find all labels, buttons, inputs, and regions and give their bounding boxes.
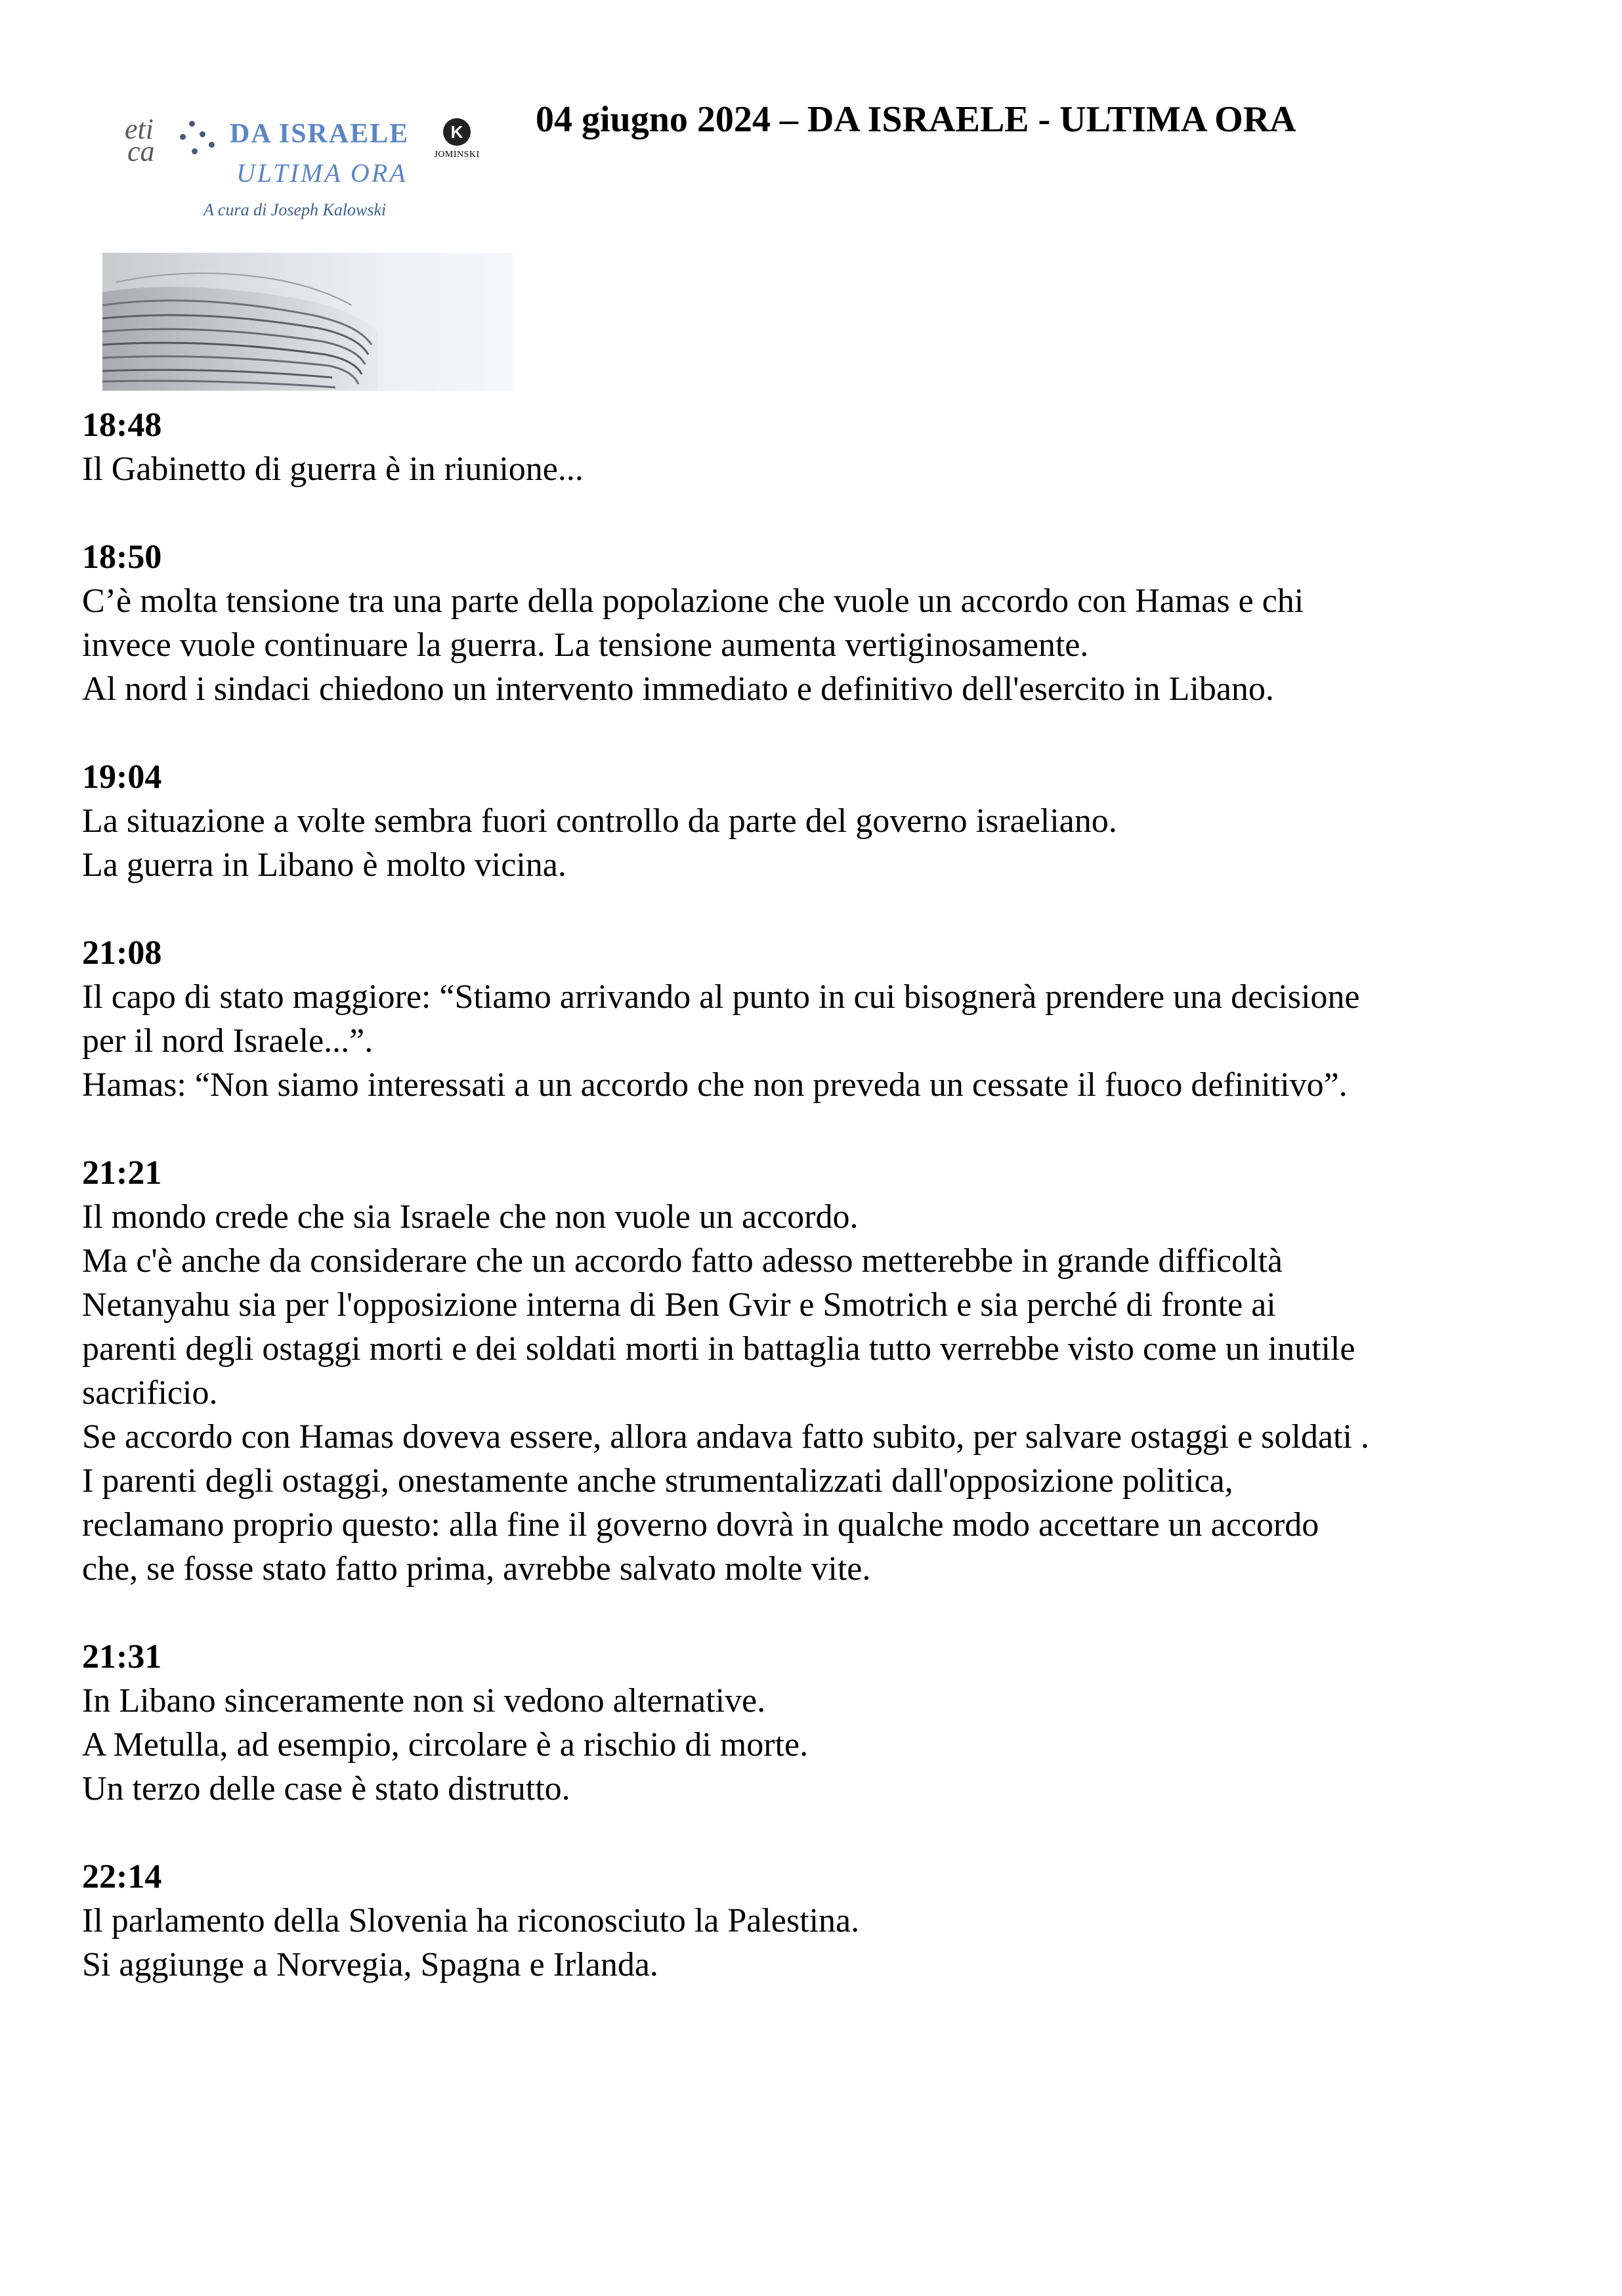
news-entry bbox=[82, 1635, 1566, 1811]
entry-text-line: invece vuole continuare la guerra. La tensione aumenta vertiginosamente. bbox=[82, 626, 1089, 664]
entry-text-line: Il mondo crede che sia Israele che non vuole un accordo. bbox=[82, 1198, 859, 1236]
news-entry bbox=[82, 931, 1566, 1107]
entry-text-line: Al nord i sindaci chiedono un intervento immediato e definitivo dell'esercito in Libano. bbox=[82, 670, 1274, 708]
entry-text-line: Netanyahu sia per l'opposizione interna di Ben Gvir e Smotrich e sia perché di fronte ai bbox=[82, 1286, 1276, 1324]
logo-block bbox=[98, 98, 519, 394]
entry-time: 21:21 bbox=[82, 1154, 162, 1192]
newspaper-stack-image bbox=[102, 253, 513, 391]
entry-text-line: Se accordo con Hamas doveva essere, allora andava fatto subito, per salvare ostaggi e soldati . bbox=[82, 1418, 1369, 1456]
entry-text-line: reclamano proprio questo: alla fine il governo dovrà in qualche modo accettare un accordo bbox=[82, 1506, 1319, 1544]
entry-text-line: I parenti degli ostaggi, onestamente anche strumentalizzati dall'opposizione politica, bbox=[82, 1462, 1233, 1500]
entry-text-line: La guerra in Libano è molto vicina. bbox=[82, 846, 566, 884]
newspaper-stack-illustration bbox=[102, 253, 513, 391]
news-entry bbox=[82, 1855, 1566, 1987]
entry-text-line: Il Gabinetto di guerra è in riunione... bbox=[82, 450, 584, 488]
k-badge-name: JOMINSKI bbox=[434, 150, 480, 160]
logo-header bbox=[98, 98, 519, 243]
news-feed bbox=[82, 403, 1566, 2031]
logo-curator: A cura di Joseph Kalowski bbox=[203, 200, 387, 219]
entry-text-line: Si aggiunge a Norvegia, Spagna e Irlanda. bbox=[82, 1946, 658, 1983]
k-badge-icon: K bbox=[443, 118, 471, 146]
dots-icon bbox=[177, 114, 223, 160]
entry-text-line: La situazione a volte sembra fuori controllo da parte del governo israeliano. bbox=[82, 802, 1117, 840]
entry-time: 18:50 bbox=[82, 538, 162, 576]
news-entry bbox=[82, 403, 1566, 491]
entry-text-line: sacrificio. bbox=[82, 1374, 218, 1412]
entry-text-line: A Metulla, ad esempio, circolare è a rischio di morte. bbox=[82, 1726, 809, 1764]
news-entry bbox=[82, 755, 1566, 887]
entry-text-line: che, se fosse stato fatto prima, avrebbe salvato molte vite. bbox=[82, 1550, 871, 1588]
entry-text-line: Hamas: “Non siamo interessati a un accordo che non preveda un cessate il fuoco definitivo”. bbox=[82, 1066, 1348, 1104]
jominski-logo bbox=[425, 118, 488, 160]
logo-title: DA ISRAELE bbox=[230, 119, 410, 149]
entry-time: 21:08 bbox=[82, 934, 162, 972]
entry-time: 18:48 bbox=[82, 406, 162, 444]
etica-logo-top: eti bbox=[125, 113, 154, 145]
news-entry bbox=[82, 1151, 1566, 1591]
entry-text-line: Il capo di stato maggiore: “Stiamo arrivando al punto in cui bisognerà prendere una decisione bbox=[82, 978, 1360, 1016]
entry-time: 21:31 bbox=[82, 1638, 162, 1676]
etica-logo bbox=[125, 113, 155, 167]
entry-text-line: per il nord Israele...”. bbox=[82, 1022, 373, 1060]
entry-text-line: parenti degli ostaggi morti e dei soldati morti in battaglia tutto verrebbe visto come un inutile bbox=[82, 1330, 1355, 1368]
etica-logo-bottom: ca bbox=[127, 135, 155, 167]
entry-text-line: Un terzo delle case è stato distrutto. bbox=[82, 1770, 570, 1808]
entry-text-line: In Libano sinceramente non si vedono alternative. bbox=[82, 1682, 766, 1720]
entry-time: 22:14 bbox=[82, 1858, 162, 1895]
entry-text-line: C’è molta tensione tra una parte della popolazione che vuole un accordo con Hamas e chi bbox=[82, 582, 1304, 620]
entry-text-line: Ma c'è anche da considerare che un accordo fatto adesso metterebbe in grande difficoltà bbox=[82, 1242, 1283, 1280]
logo-subtitle: ULTIMA ORA bbox=[236, 158, 408, 188]
news-entry bbox=[82, 535, 1566, 711]
page-title: 04 giugno 2024 – DA ISRAELE - ULTIMA ORA bbox=[536, 99, 1296, 140]
entry-text-line: Il parlamento della Slovenia ha riconosciuto la Palestina. bbox=[82, 1902, 860, 1939]
entry-time: 19:04 bbox=[82, 758, 162, 796]
